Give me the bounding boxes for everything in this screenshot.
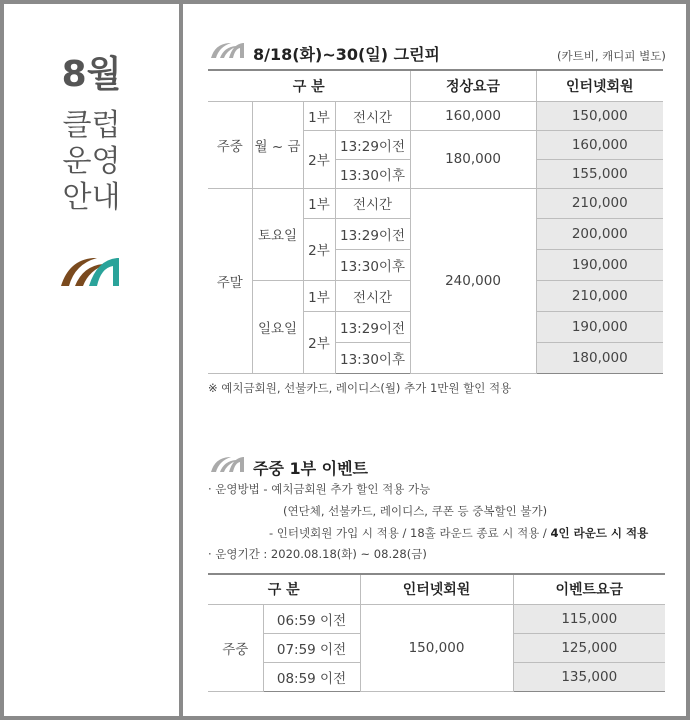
time-cell: 13:29이전 <box>335 311 410 342</box>
table-header-row <box>208 70 663 101</box>
member-price: 160,000 <box>536 130 663 159</box>
time-cell: 13:30이후 <box>335 342 410 373</box>
time-cell: 13:30이후 <box>335 249 410 280</box>
member-price: 190,000 <box>536 311 663 342</box>
header-member: 인터넷회원 <box>360 574 513 604</box>
regular-price: 240,000 <box>410 188 536 373</box>
weekday-label: 주중 <box>208 604 263 691</box>
time-cell: 13:29이전 <box>335 130 410 159</box>
section1-note: (카트비, 캐디피 별도) <box>557 49 666 63</box>
part-label: 2부 <box>303 311 335 373</box>
part-label: 2부 <box>303 130 335 188</box>
table-row <box>208 604 665 633</box>
header-event: 이벤트요금 <box>513 574 665 604</box>
event-price: 115,000 <box>513 604 665 633</box>
header-category: 구 분 <box>208 574 360 604</box>
sidebar-month: 8월 <box>61 54 122 95</box>
member-price: 200,000 <box>536 218 663 249</box>
table-header-row <box>208 574 665 604</box>
member-price: 150,000 <box>536 101 663 130</box>
time-cell: 07:59 이전 <box>263 633 360 662</box>
event-condition-line <box>269 525 648 541</box>
section2-title: 주중 1부 이벤트 <box>253 459 369 478</box>
section1-title: 8/18(화)~30(일) 그린피 <box>253 45 441 64</box>
time-cell: 06:59 이전 <box>263 604 360 633</box>
part-label: 1부 <box>303 280 335 311</box>
member-price: 155,000 <box>536 159 663 188</box>
header-regular: 정상요금 <box>410 70 536 101</box>
member-price: 180,000 <box>536 342 663 373</box>
header-member: 인터넷회원 <box>536 70 663 101</box>
member-price: 190,000 <box>536 249 663 280</box>
sidebar-line-1: 클럽 <box>62 108 121 143</box>
weekday-days: 월 ~ 금 <box>252 101 303 188</box>
greenfee-table <box>208 69 663 374</box>
part-label: 1부 <box>303 101 335 130</box>
brand-arc-icon <box>59 254 121 288</box>
event-period-line: · 운영기간 : 2020.08.18(화) ~ 08.28(금) <box>208 547 427 561</box>
event-condition-text: - 인터넷회원 가입 시 적용 / 18홀 라운드 종료 시 적용 / <box>269 526 551 540</box>
sidebar-line-3: 안내 <box>62 180 121 215</box>
part-label: 2부 <box>303 218 335 280</box>
event-price: 125,000 <box>513 633 665 662</box>
section-arc-icon <box>209 41 245 59</box>
header-category: 구 분 <box>208 70 410 101</box>
weekday-label: 주중 <box>208 101 252 188</box>
content <box>183 4 686 716</box>
table-row <box>208 188 663 218</box>
section-arc-icon <box>209 455 245 473</box>
member-price: 210,000 <box>536 188 663 218</box>
time-cell: 전시간 <box>335 280 410 311</box>
sidebar-line-2: 운영 <box>62 144 121 179</box>
regular-price: 160,000 <box>410 101 536 130</box>
event-exclusion-line: (연단체, 선불카드, 레이디스, 쿠폰 등 중복할인 불가) <box>283 504 548 518</box>
member-price: 210,000 <box>536 280 663 311</box>
part-label: 1부 <box>303 188 335 218</box>
time-cell: 13:29이전 <box>335 218 410 249</box>
member-price: 150,000 <box>360 604 513 691</box>
section1-footnote: ※ 예치금회원, 선불카드, 레이디스(월) 추가 1만원 할인 적용 <box>208 381 512 395</box>
regular-price: 180,000 <box>410 130 536 188</box>
time-cell: 13:30이후 <box>335 159 410 188</box>
saturday-days: 토요일 <box>252 188 303 280</box>
event-table <box>208 573 665 692</box>
sidebar <box>4 4 183 716</box>
event-price: 135,000 <box>513 662 665 691</box>
time-cell: 08:59 이전 <box>263 662 360 691</box>
time-cell: 전시간 <box>335 188 410 218</box>
time-cell: 전시간 <box>335 101 410 130</box>
sunday-days: 일요일 <box>252 280 303 373</box>
table-row <box>208 101 663 130</box>
event-method-line: · 운영방법 - 예치금회원 추가 할인 적용 가능 <box>208 482 431 496</box>
weekend-label: 주말 <box>208 188 252 373</box>
event-condition-bold: 4인 라운드 시 적용 <box>550 526 649 540</box>
